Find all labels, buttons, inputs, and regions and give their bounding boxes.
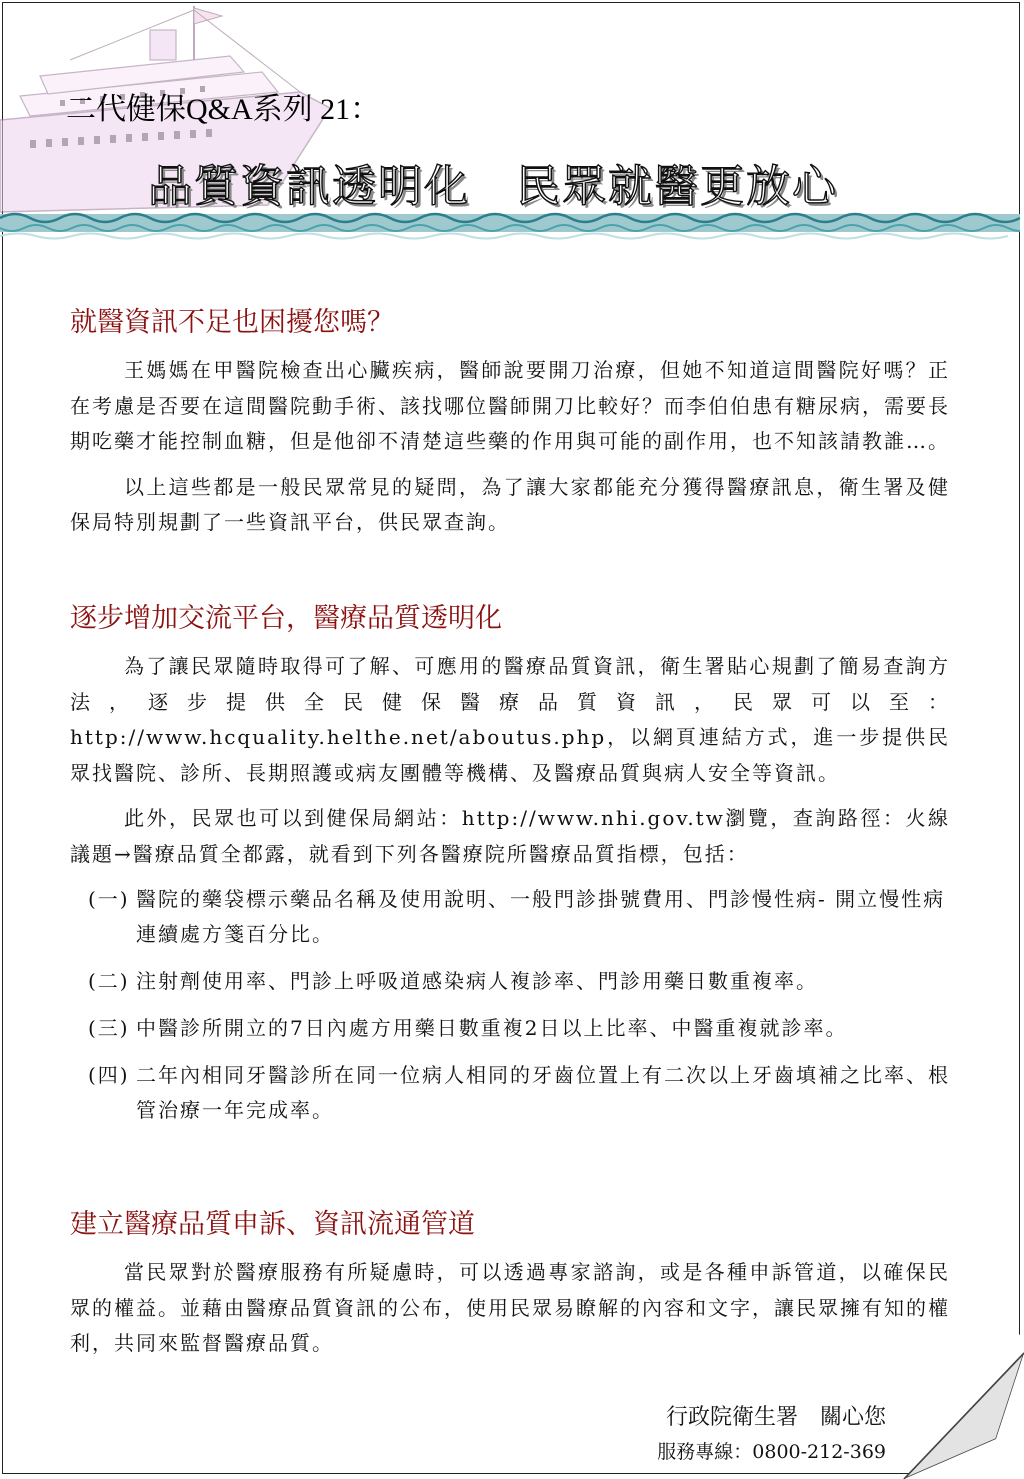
list-item-text: 二年內相同牙醫診所在同一位病人相同的牙齒位置上有二次以上牙齒填補之比率、根管治療一年完成率。 — [136, 1063, 950, 1122]
section-quality-transparency — [70, 596, 950, 1140]
list-marker: (三) — [88, 1016, 130, 1040]
paragraph: 王媽媽在甲醫院檢查出心臟疾病，醫師說要開刀治療，但她不知道這間醫院好嗎？正在考慮是否要在這間醫院動手術、該找哪位醫師開刀比較好？而李伯伯患有糖尿病，需要長期吃藥才能控制血糖，但是他卻不清楚這些藥的作用與可能的副作用，也不知該請教誰…。 — [70, 358, 950, 453]
footer — [657, 1400, 886, 1464]
section-complaint-channel — [70, 1202, 950, 1372]
list-marker: (二) — [88, 969, 130, 993]
list-item — [88, 1011, 950, 1046]
section-heading: 建立醫療品質申訴、資訊流通管道 — [70, 1209, 475, 1240]
footer-hotline: 服務專線：0800-212-369 — [657, 1441, 886, 1463]
series-label: 二代健保Q&A系列 21： — [66, 93, 381, 126]
section-heading: 逐步增加交流平台，醫療品質透明化 — [70, 603, 502, 634]
page-curl-corner — [884, 1329, 1024, 1479]
paragraph: 當民眾對於醫療服務有所疑慮時，可以透過專家諮詢，或是各種申訴管道，以確保民眾的權益。並藉由醫療品質資訊的公布，使用民眾易瞭解的內容和文字，讓民眾擁有知的權利，共同來監督醫療品質。 — [70, 1260, 950, 1355]
section-info-problem — [70, 300, 950, 551]
list-marker: (四) — [88, 1063, 130, 1087]
list-item — [88, 964, 950, 999]
paragraph: 為了讓民眾隨時取得可了解、可應用的醫療品質資訊，衛生署貼心規劃了簡易查詢方法，逐步提供全民健保醫療品質資訊，民眾可以至：http://www.hcquality.helthe.net/aboutus.php，以網頁連結方式，進一步提供民眾找醫院、診所、長期照護或病友團體等機構、及醫療品質與病人安全等資訊。 — [70, 654, 950, 785]
paragraph: 此外，民眾也可以到健保局網站：http://www.nhi.gov.tw瀏覽，查詢路徑：火線議題→醫療品質全都露，就看到下列各醫療院所醫療品質指標，包括： — [70, 806, 950, 866]
list-item-text: 中醫診所開立的7日內處方用藥日數重複2日以上比率、中醫重複就診率。 — [136, 1016, 848, 1040]
list-item — [88, 1058, 950, 1128]
list-item — [88, 882, 950, 952]
footer-org: 行政院衛生署 關心您 — [665, 1405, 886, 1430]
section-heading: 就醫資訊不足也困擾您嗎？ — [70, 307, 394, 338]
quality-indicator-list — [88, 882, 950, 1128]
paragraph: 以上這些都是一般民眾常見的疑問，為了讓大家都能充分獲得醫療訊息，衛生署及健保局特別規劃了一些資訊平台，供民眾查詢。 — [70, 474, 950, 534]
list-item-text: 醫院的藥袋標示藥品名稱及使用說明、一般門診掛號費用、門診慢性病- 開立慢性病連續處方箋百分比。 — [136, 887, 946, 946]
page-title: 品質資訊透明化 民眾就醫更放心 — [148, 161, 838, 212]
list-marker: (一) — [88, 887, 130, 911]
list-item-text: 注射劑使用率、門診上呼吸道感染病人複診率、門診用藥日數重複率。 — [136, 969, 818, 993]
